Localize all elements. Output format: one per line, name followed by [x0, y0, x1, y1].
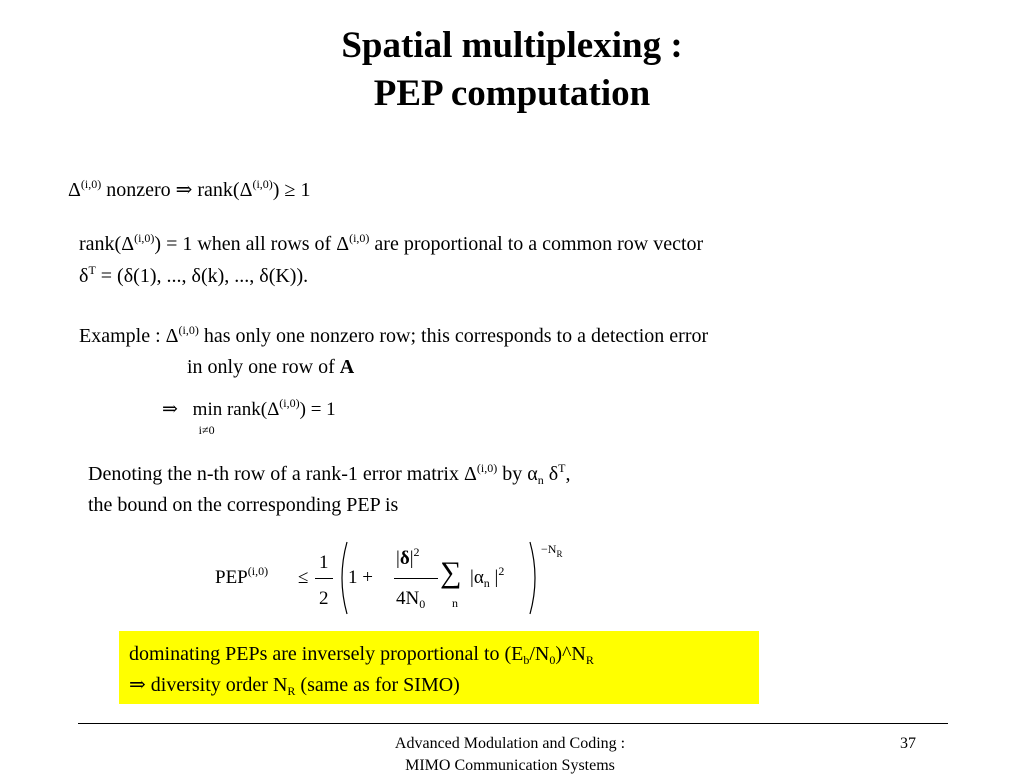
example-line-1: Example : Δ$^{(i,0)}$ has only one nonzero row; this corresponds to a detection error: [79, 323, 709, 347]
rank-one-condition-line-1: $rank(\Delta^{(i,0)}) = 1$ when all rows of Δ$^{(i,0)}$ are proportional to a common row vector: [79, 231, 704, 255]
leq-symbol: ≤: [298, 567, 309, 588]
rank-one-condition-line-2: $\delta^T = (\delta(1)$, ..., δ(k), ..., δ(K)).: [79, 263, 309, 287]
implies-symbol: ⇒: [129, 674, 146, 696]
right-paren: [528, 540, 542, 616]
example-line-2: in only one row of A: [187, 356, 355, 378]
min-subscript: i≠0: [198, 423, 215, 437]
highlight-box: [119, 631, 759, 704]
min-rank-equation: ⇒ min i≠0 $rank(\Delta^{(i,0)}) = 1$: [162, 396, 336, 437]
title-line-1: Spatial multiplexing :: [341, 25, 683, 66]
title-line-2: PEP computation: [373, 73, 651, 114]
geq-symbol: ≥: [284, 179, 296, 201]
delta-symbol: Δ: [68, 179, 81, 201]
slide-title: [0, 22, 1024, 118]
pep-label: PEP: [215, 567, 248, 588]
footer-divider: [78, 723, 948, 724]
fraction-bar: [394, 578, 438, 579]
highlight-line-2: ⇒ diversity order $N_R$ (same as for SIMO): [129, 674, 460, 698]
sum-symbol: ∑: [440, 556, 462, 589]
page-number: 37: [900, 735, 916, 752]
denote-line-1: Denoting the n-th row of a rank-1 error matrix Δ$^{(i,0)}$ by $\alpha_n$ $\delta^T$,: [88, 461, 571, 487]
min-operator: min: [192, 399, 223, 420]
footer-course-title: Advanced Modulation and Coding : MIMO Communication Systems: [394, 735, 626, 774]
fraction-bar: [315, 578, 333, 579]
left-paren: [335, 540, 349, 616]
implies-symbol: ⇒: [162, 399, 178, 420]
denote-line-2: the bound on the corresponding PEP is: [88, 494, 399, 516]
nonzero-statement: Δ$^{(i,0)}$ nonzero ⇒ $rank(\Delta^{(i,0)}) \ge 1$: [68, 177, 311, 201]
highlight-line-1: dominating PEPs are inversely proportional to $(E_b/N_0)\^{}N_R$: [129, 643, 594, 667]
exponent: $-N_R$: [541, 542, 563, 559]
matrix-a: A: [339, 356, 355, 378]
implies-symbol: ⇒: [175, 179, 193, 201]
